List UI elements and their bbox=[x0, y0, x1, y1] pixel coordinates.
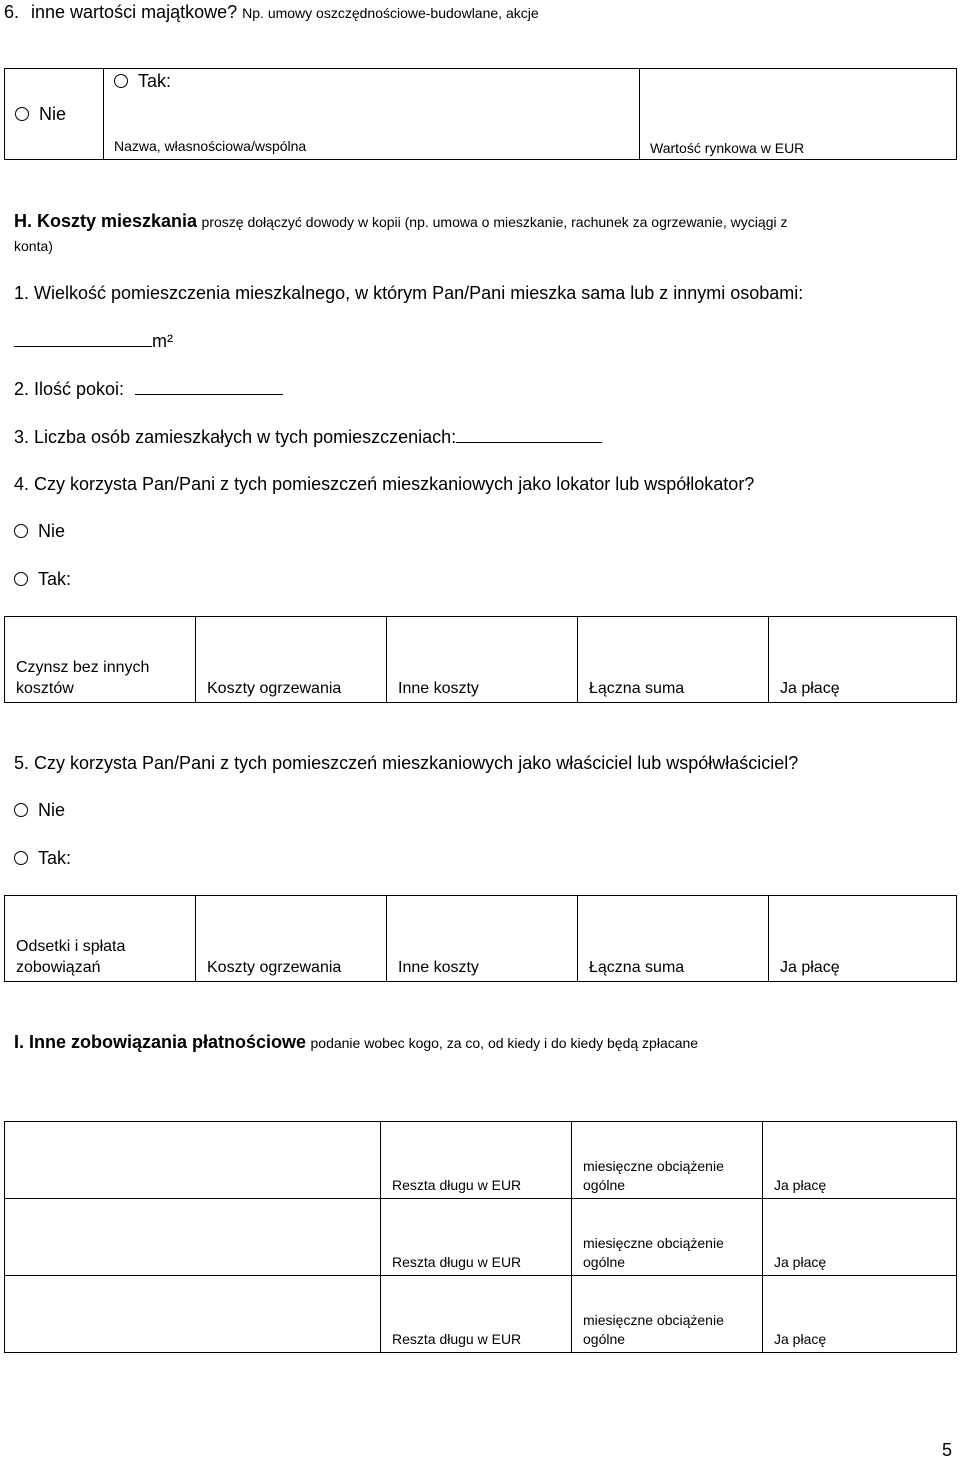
other-costs-cell[interactable]: Inne koszty bbox=[387, 617, 578, 703]
question-5: 5. Czy korzysta Pan/Pani z tych pomieszczeń mieszkaniowych jako właściciel lub współwłaściciel? bbox=[14, 753, 799, 773]
q5-no-label: Nie bbox=[38, 800, 66, 820]
other-costs-cell-2[interactable]: Inne koszty bbox=[387, 896, 578, 982]
debt-remaining-cell[interactable]: Reszta długu w EUR bbox=[381, 1276, 572, 1353]
rent-label-2: kosztów bbox=[16, 680, 74, 697]
radio-q5-yes[interactable] bbox=[14, 851, 28, 865]
interest-cell[interactable] bbox=[5, 896, 196, 982]
section-h-heading bbox=[14, 211, 787, 232]
q4-no-label: Nie bbox=[38, 521, 66, 541]
monthly-label-2: ogólne bbox=[583, 1331, 626, 1347]
option-yes-label: Tak: bbox=[138, 71, 172, 91]
liability-description-cell[interactable] bbox=[5, 1276, 381, 1353]
owner-costs-table bbox=[4, 895, 957, 982]
monthly-burden-cell[interactable] bbox=[572, 1122, 763, 1199]
heating-cell[interactable]: Koszty ogrzewania bbox=[196, 617, 387, 703]
monthly-burden-cell[interactable] bbox=[572, 1276, 763, 1353]
section-6-note: Np. umowy oszczędnościowe-budowlane, akcje bbox=[242, 5, 539, 21]
tenant-costs-table bbox=[4, 616, 957, 703]
section-i-heading bbox=[14, 1032, 698, 1053]
interest-label-2: zobowiązań bbox=[16, 959, 101, 976]
i-pay-cell[interactable]: Ja płacę bbox=[769, 617, 957, 703]
section-i-note: podanie wobec kogo, za co, od kiedy i do kiedy będą zpłacane bbox=[310, 1035, 699, 1051]
i-pay-cell[interactable]: Ja płacę bbox=[763, 1122, 957, 1199]
liability-description-cell[interactable] bbox=[5, 1122, 381, 1199]
q5-option-yes[interactable] bbox=[14, 848, 71, 869]
section-h-note: proszę dołączyć dowody w kopii (np. umowa o mieszkanie, rachunek za ogrzewanie, wyciągi z bbox=[201, 214, 788, 230]
q5-yes-label: Tak: bbox=[38, 848, 72, 868]
radio-q4-no[interactable] bbox=[14, 524, 28, 538]
question-3-row bbox=[14, 426, 602, 448]
section-6-yes-cell[interactable] bbox=[104, 69, 640, 160]
persons-input-line[interactable] bbox=[456, 426, 602, 443]
monthly-label-1: miesięczne obciążenie bbox=[583, 1158, 724, 1174]
radio-no-6[interactable] bbox=[15, 107, 29, 121]
radio-yes-6[interactable] bbox=[114, 74, 128, 88]
q5-option-no[interactable] bbox=[14, 800, 65, 821]
col-name-label: Nazwa, własnościowa/wspólna bbox=[114, 138, 307, 154]
question-1: 1. Wielkość pomieszczenia mieszkalnego, w którym Pan/Pani mieszka sama lub z innymi osobami: bbox=[14, 283, 804, 303]
question-1-answer bbox=[14, 330, 173, 352]
monthly-label-2: ogólne bbox=[583, 1177, 626, 1193]
section-6-number: 6. bbox=[4, 2, 20, 22]
i-pay-cell[interactable]: Ja płacę bbox=[763, 1276, 957, 1353]
rooms-input-line[interactable] bbox=[135, 378, 283, 395]
heating-cell-2[interactable]: Koszty ogrzewania bbox=[196, 896, 387, 982]
rent-label-1: Czynsz bez innych bbox=[16, 659, 150, 676]
total-cell[interactable]: Łączna suma bbox=[578, 617, 769, 703]
monthly-burden-cell[interactable] bbox=[572, 1199, 763, 1276]
monthly-label-1: miesięczne obciążenie bbox=[583, 1235, 724, 1251]
radio-q4-yes[interactable] bbox=[14, 572, 28, 586]
i-pay-cell-2[interactable]: Ja płacę bbox=[769, 896, 957, 982]
col-value-label: Wartość rynkowa w EUR bbox=[640, 69, 957, 160]
page-number: 5 bbox=[941, 1440, 952, 1460]
i-pay-cell[interactable]: Ja płacę bbox=[763, 1199, 957, 1276]
radio-q5-no[interactable] bbox=[14, 803, 28, 817]
section-6-title: inne wartości majątkowe? bbox=[31, 2, 238, 22]
question-3: 3. Liczba osób zamieszkałych w tych pomieszczeniach: bbox=[14, 427, 457, 447]
section-h-note-cont: konta) bbox=[14, 238, 53, 254]
area-input-line[interactable] bbox=[14, 330, 152, 347]
question-2: 2. Ilość pokoi: bbox=[14, 379, 125, 399]
debt-remaining-cell[interactable]: Reszta długu w EUR bbox=[381, 1122, 572, 1199]
q4-option-no[interactable] bbox=[14, 521, 65, 542]
other-liabilities-table bbox=[4, 1121, 957, 1353]
total-cell-2[interactable]: Łączna suma bbox=[578, 896, 769, 982]
rent-cell[interactable] bbox=[5, 617, 196, 703]
question-4: 4. Czy korzysta Pan/Pani z tych pomieszczeń mieszkaniowych jako lokator lub współlokator? bbox=[14, 474, 755, 494]
section-6-heading bbox=[4, 2, 539, 23]
option-no-label: Nie bbox=[39, 103, 67, 124]
q4-option-yes[interactable] bbox=[14, 569, 71, 590]
liability-description-cell[interactable] bbox=[5, 1199, 381, 1276]
interest-label-1: Odsetki i spłata bbox=[16, 938, 126, 955]
q4-yes-label: Tak: bbox=[38, 569, 72, 589]
section-i-title: I. Inne zobowiązania płatnościowe bbox=[14, 1032, 307, 1052]
section-6-table bbox=[4, 68, 957, 160]
monthly-label-2: ogólne bbox=[583, 1254, 626, 1270]
monthly-label-1: miesięczne obciążenie bbox=[583, 1312, 724, 1328]
section-h-title: H. Koszty mieszkania bbox=[14, 211, 198, 231]
section-6-no-cell[interactable] bbox=[5, 69, 104, 160]
question-2-row bbox=[14, 378, 283, 400]
debt-remaining-cell[interactable]: Reszta długu w EUR bbox=[381, 1199, 572, 1276]
area-unit: m² bbox=[152, 331, 173, 351]
